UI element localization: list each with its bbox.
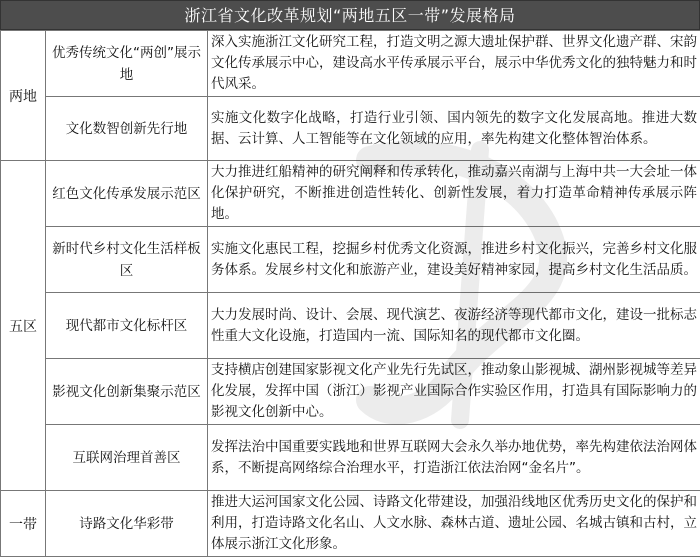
item-name-cell: 影视文化创新集聚示范区 [46,359,208,425]
table-row [1,227,700,293]
table-row [1,359,700,425]
item-desc-cell: 推进大运河国家文化公园、诗路文化带建设，加强沿线地区优秀历史文化的保护和利用，打造诗路文化名山、人文水脉、森林古道、遗址公园、名城古镇和古村，立体展示浙江文化形象。 [208,491,700,557]
item-desc-cell: 大力推进红船精神的研究阐释和传承转化，推动嘉兴南湖与上海中共一大会址一体化保护研究，不断推进创造性转化、创新性发展，着力打造革命精神传承展示阵地。 [208,161,700,227]
category-cell: 一带 [1,491,46,557]
item-desc-cell: 支持横店创建国家影视文化产业先行先试区，推动象山影视城、湖州影视城等差异化发展，发挥中国（浙江）影视产业国际合作实验区作用，打造具有国际影响力的影视文化创新中心。 [208,359,700,425]
item-desc-cell: 实施文化惠民工程，挖掘乡村优秀文化资源，推进乡村文化振兴，完善乡村文化服务体系。发展乡村文化和旅游产业，建设美好精神家园，提高乡村文化生活品质。 [208,227,700,293]
planning-table [0,30,700,557]
table-row [1,97,700,161]
item-name-cell: 互联网治理首善区 [46,425,208,491]
table-row [1,31,700,97]
item-name-cell: 现代都市文化标杆区 [46,293,208,359]
table-title: 浙江省文化改革规划“两地五区一带”发展格局 [0,0,700,30]
table-row [1,161,700,227]
item-desc-cell: 深入实施浙江文化研究工程，打造文明之源大遗址保护群、世界文化遗产群、宋韵文化传承展示中心，建设高水平传承展示平台，展示中华优秀文化的独特魅力和时代风采。 [208,31,700,97]
table-row [1,293,700,359]
table-row [1,425,700,491]
item-desc-cell: 发挥法治中国重要实践地和世界互联网大会永久举办地优势，率先构建依法治网体系，不断提高网络综合治理水平，打造浙江依法治网“金名片”。 [208,425,700,491]
category-cell: 两地 [1,31,46,161]
category-cell: 五区 [1,161,46,491]
table-row [1,491,700,557]
item-name-cell: 新时代乡村文化生活样板区 [46,227,208,293]
item-name-cell: 红色文化传承发展示范区 [46,161,208,227]
item-name-cell: 文化数智创新先行地 [46,97,208,161]
item-desc-cell: 大力发展时尚、设计、会展、现代演艺、夜游经济等现代都市文化，建设一批标志性重大文化设施，打造国内一流、国际知名的现代都市文化圈。 [208,293,700,359]
item-desc-cell: 实施文化数字化战略，打造行业引领、国内领先的数字文化发展高地。推进大数据、云计算、人工智能等在文化领域的应用，率先构建文化整体智治体系。 [208,97,700,161]
item-name-cell: 优秀传统文化“两创”展示地 [46,31,208,97]
item-name-cell: 诗路文化华彩带 [46,491,208,557]
